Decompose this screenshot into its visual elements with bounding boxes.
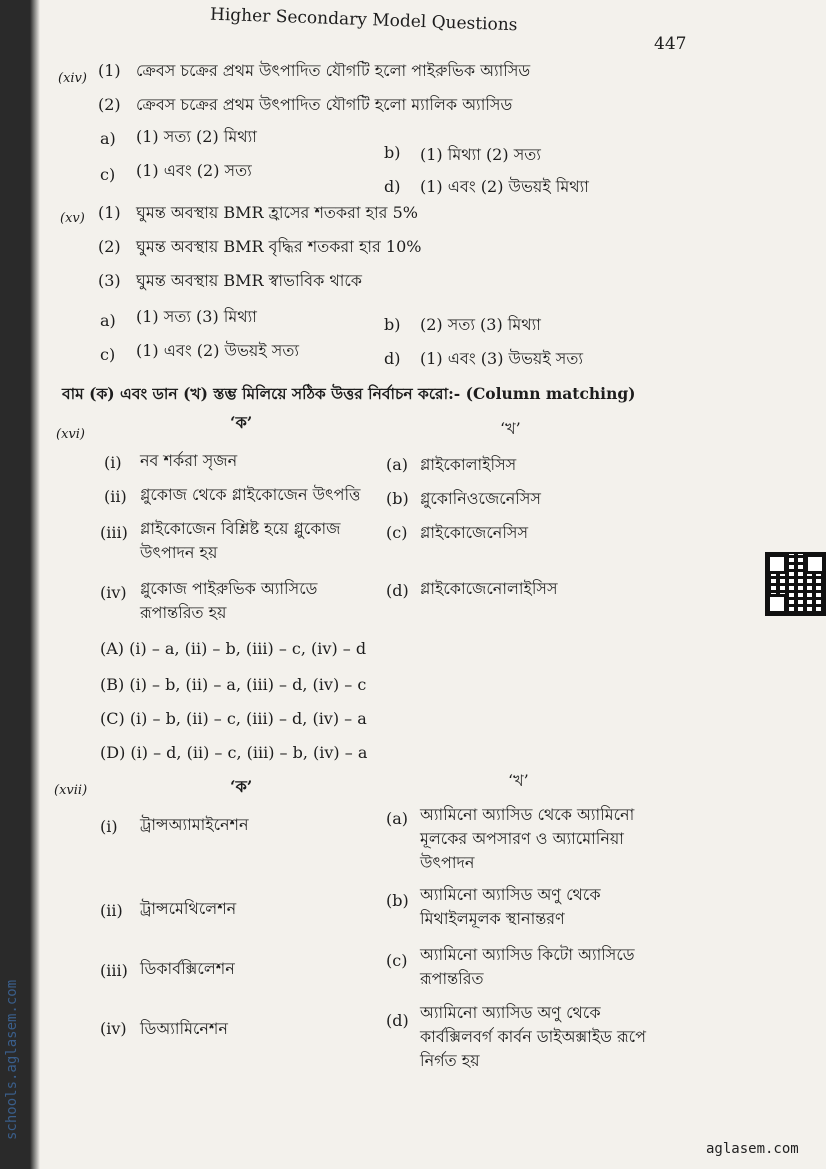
list-item-text: উৎপাদন হয় [140,543,218,562]
list-item-number: (iv) [100,1019,127,1038]
option-label: b) [384,315,401,334]
watermark-text: schools.aglasem.com [4,979,20,1140]
list-item-text: অ্যামিনো অ্যাসিড থেকে অ্যামিনো [420,805,635,824]
option-label: c) [100,165,116,184]
list-item-text: নির্গত হয় [420,1051,480,1070]
list-item-text: মিথাইলমূলক স্থানান্তরণ [420,909,565,928]
list-item-number: (d) [386,1011,409,1030]
column-heading-right: ‘খ’ [508,771,529,790]
list-item-number: (ii) [100,901,123,920]
list-item-text: ট্রান্সমেথিলেশন [140,899,237,918]
list-item-text: গ্লুকোনিওজেনেসিস [420,489,541,508]
answer-option: (D) (i) – d, (ii) – c, (iii) – b, (iv) – a [100,743,368,762]
list-item-number: (a) [386,455,409,474]
option-text: (2) সত্য (3) মিথ্যা [420,315,541,334]
answer-option: (B) (i) – b, (ii) – a, (iii) – d, (iv) – c [100,675,367,694]
list-item-text: ডিকার্বক্সিলেশন [140,959,235,978]
list-item-number: (d) [386,581,409,600]
list-item-text: গ্লাইকোজেনেসিস [420,523,529,542]
option-label: d) [384,349,401,368]
list-item-number: (iv) [100,583,127,602]
list-item-text: নব শর্করা সৃজন [140,451,238,470]
statement-text: ঘুমন্ত অবস্থায় BMR বৃদ্ধির শতকরা হার 10% [136,237,422,256]
list-item-text: গ্লাইকোজেন বিশ্লিষ্ট হয়ে গ্লুকোজ [140,519,341,538]
question-number: (xv) [60,211,85,226]
page-number: 447 [654,34,687,54]
list-item-text: গ্লাইকোলাইসিস [420,455,517,474]
option-label: a) [100,129,116,148]
option-text: (1) এবং (2) উভয়ই মিথ্যা [420,177,589,196]
list-item-number: (i) [104,453,122,472]
list-item-number: (c) [386,523,408,542]
statement-number: (1) [98,203,121,222]
statement-number: (2) [98,95,121,114]
answer-option: (A) (i) – a, (ii) – b, (iii) – c, (iv) – d [100,639,367,658]
list-item-number: (a) [386,809,409,828]
list-item-number: (b) [386,489,409,508]
column-heading-left: ‘ক’ [230,777,253,796]
list-item-text: রূপান্তরিত [420,969,484,988]
statement-number: (1) [98,61,121,80]
statement-text: ঘুমন্ত অবস্থায় BMR হ্রাসের শতকরা হার 5% [136,203,418,222]
list-item-number: (ii) [104,487,127,506]
question-number: (xvi) [56,427,85,442]
option-text: (1) সত্য (3) মিথ্যা [136,307,257,326]
list-item-text: গ্লাইকোজেনোলাইসিস [420,579,558,598]
statement-number: (2) [98,237,121,256]
option-text: (1) সত্য (2) মিথ্যা [136,127,257,146]
footer-site-link[interactable]: aglasem.com [706,1141,799,1157]
list-item-text: কার্বক্সিলবর্গ কার্বন ডাইঅক্সাইড রূপে [420,1027,646,1046]
list-item-text: মূলকের অপসারণ ও অ্যামোনিয়া [420,829,624,848]
list-item-text: উৎপাদন [420,853,475,872]
answer-option: (C) (i) – b, (ii) – c, (iii) – d, (iv) – a [100,709,367,728]
statement-text: ক্রেবস চক্রের প্রথম উৎপাদিত যৌগটি হলো ম্যালিক অ্যাসিড [136,95,513,114]
list-item-text: গ্লুকোজ থেকে গ্লাইকোজেন উৎপত্তি [140,485,361,504]
page-header-title: Higher Secondary Model Questions [209,4,518,36]
statement-text: ঘুমন্ত অবস্থায় BMR স্বাভাবিক থাকে [136,271,362,290]
option-text: (1) এবং (2) উভয়ই সত্য [136,341,299,360]
list-item-number: (i) [100,817,118,836]
option-label: a) [100,311,116,330]
list-item-text: রূপান্তরিত হয় [140,603,227,622]
column-heading-right: ‘খ’ [500,419,521,438]
list-item-text: অ্যামিনো অ্যাসিড অণু থেকে [420,885,601,904]
column-heading-left: ‘ক’ [230,413,253,432]
list-item-number: (b) [386,891,409,910]
list-item-number: (iii) [100,523,128,542]
list-item-text: ডিঅ্যামিনেশন [140,1019,228,1038]
option-label: b) [384,143,401,162]
list-item-text: অ্যামিনো অ্যাসিড অণু থেকে [420,1003,601,1022]
instruction-text: বাম (ক) এবং ডান (খ) স্তম্ভ মিলিয়ে সঠিক উত্তর নির্বাচন করো:- (Column matching) [62,384,636,403]
option-text: (1) মিথ্যা (2) সত্য [420,145,541,164]
list-item-text: অ্যামিনো অ্যাসিড কিটো অ্যাসিডে [420,945,635,964]
question-number: (xvii) [54,783,88,798]
option-text: (1) এবং (2) সত্য [136,161,252,180]
list-item-number: (c) [386,951,408,970]
option-label: c) [100,345,116,364]
list-item-text: ট্রান্সঅ্যামাইনেশন [140,815,249,834]
statement-text: ক্রেবস চক্রের প্রথম উৎপাদিত যৌগটি হলো পাইরুভিক অ্যাসিড [136,61,531,80]
question-number: (xiv) [58,71,87,86]
qr-code-icon [765,552,826,616]
option-text: (1) এবং (3) উভয়ই সত্য [420,349,583,368]
list-item-text: গ্লুকোজ পাইরুভিক অ্যাসিডে [140,579,318,598]
statement-number: (3) [98,271,121,290]
list-item-number: (iii) [100,961,128,980]
option-label: d) [384,177,401,196]
